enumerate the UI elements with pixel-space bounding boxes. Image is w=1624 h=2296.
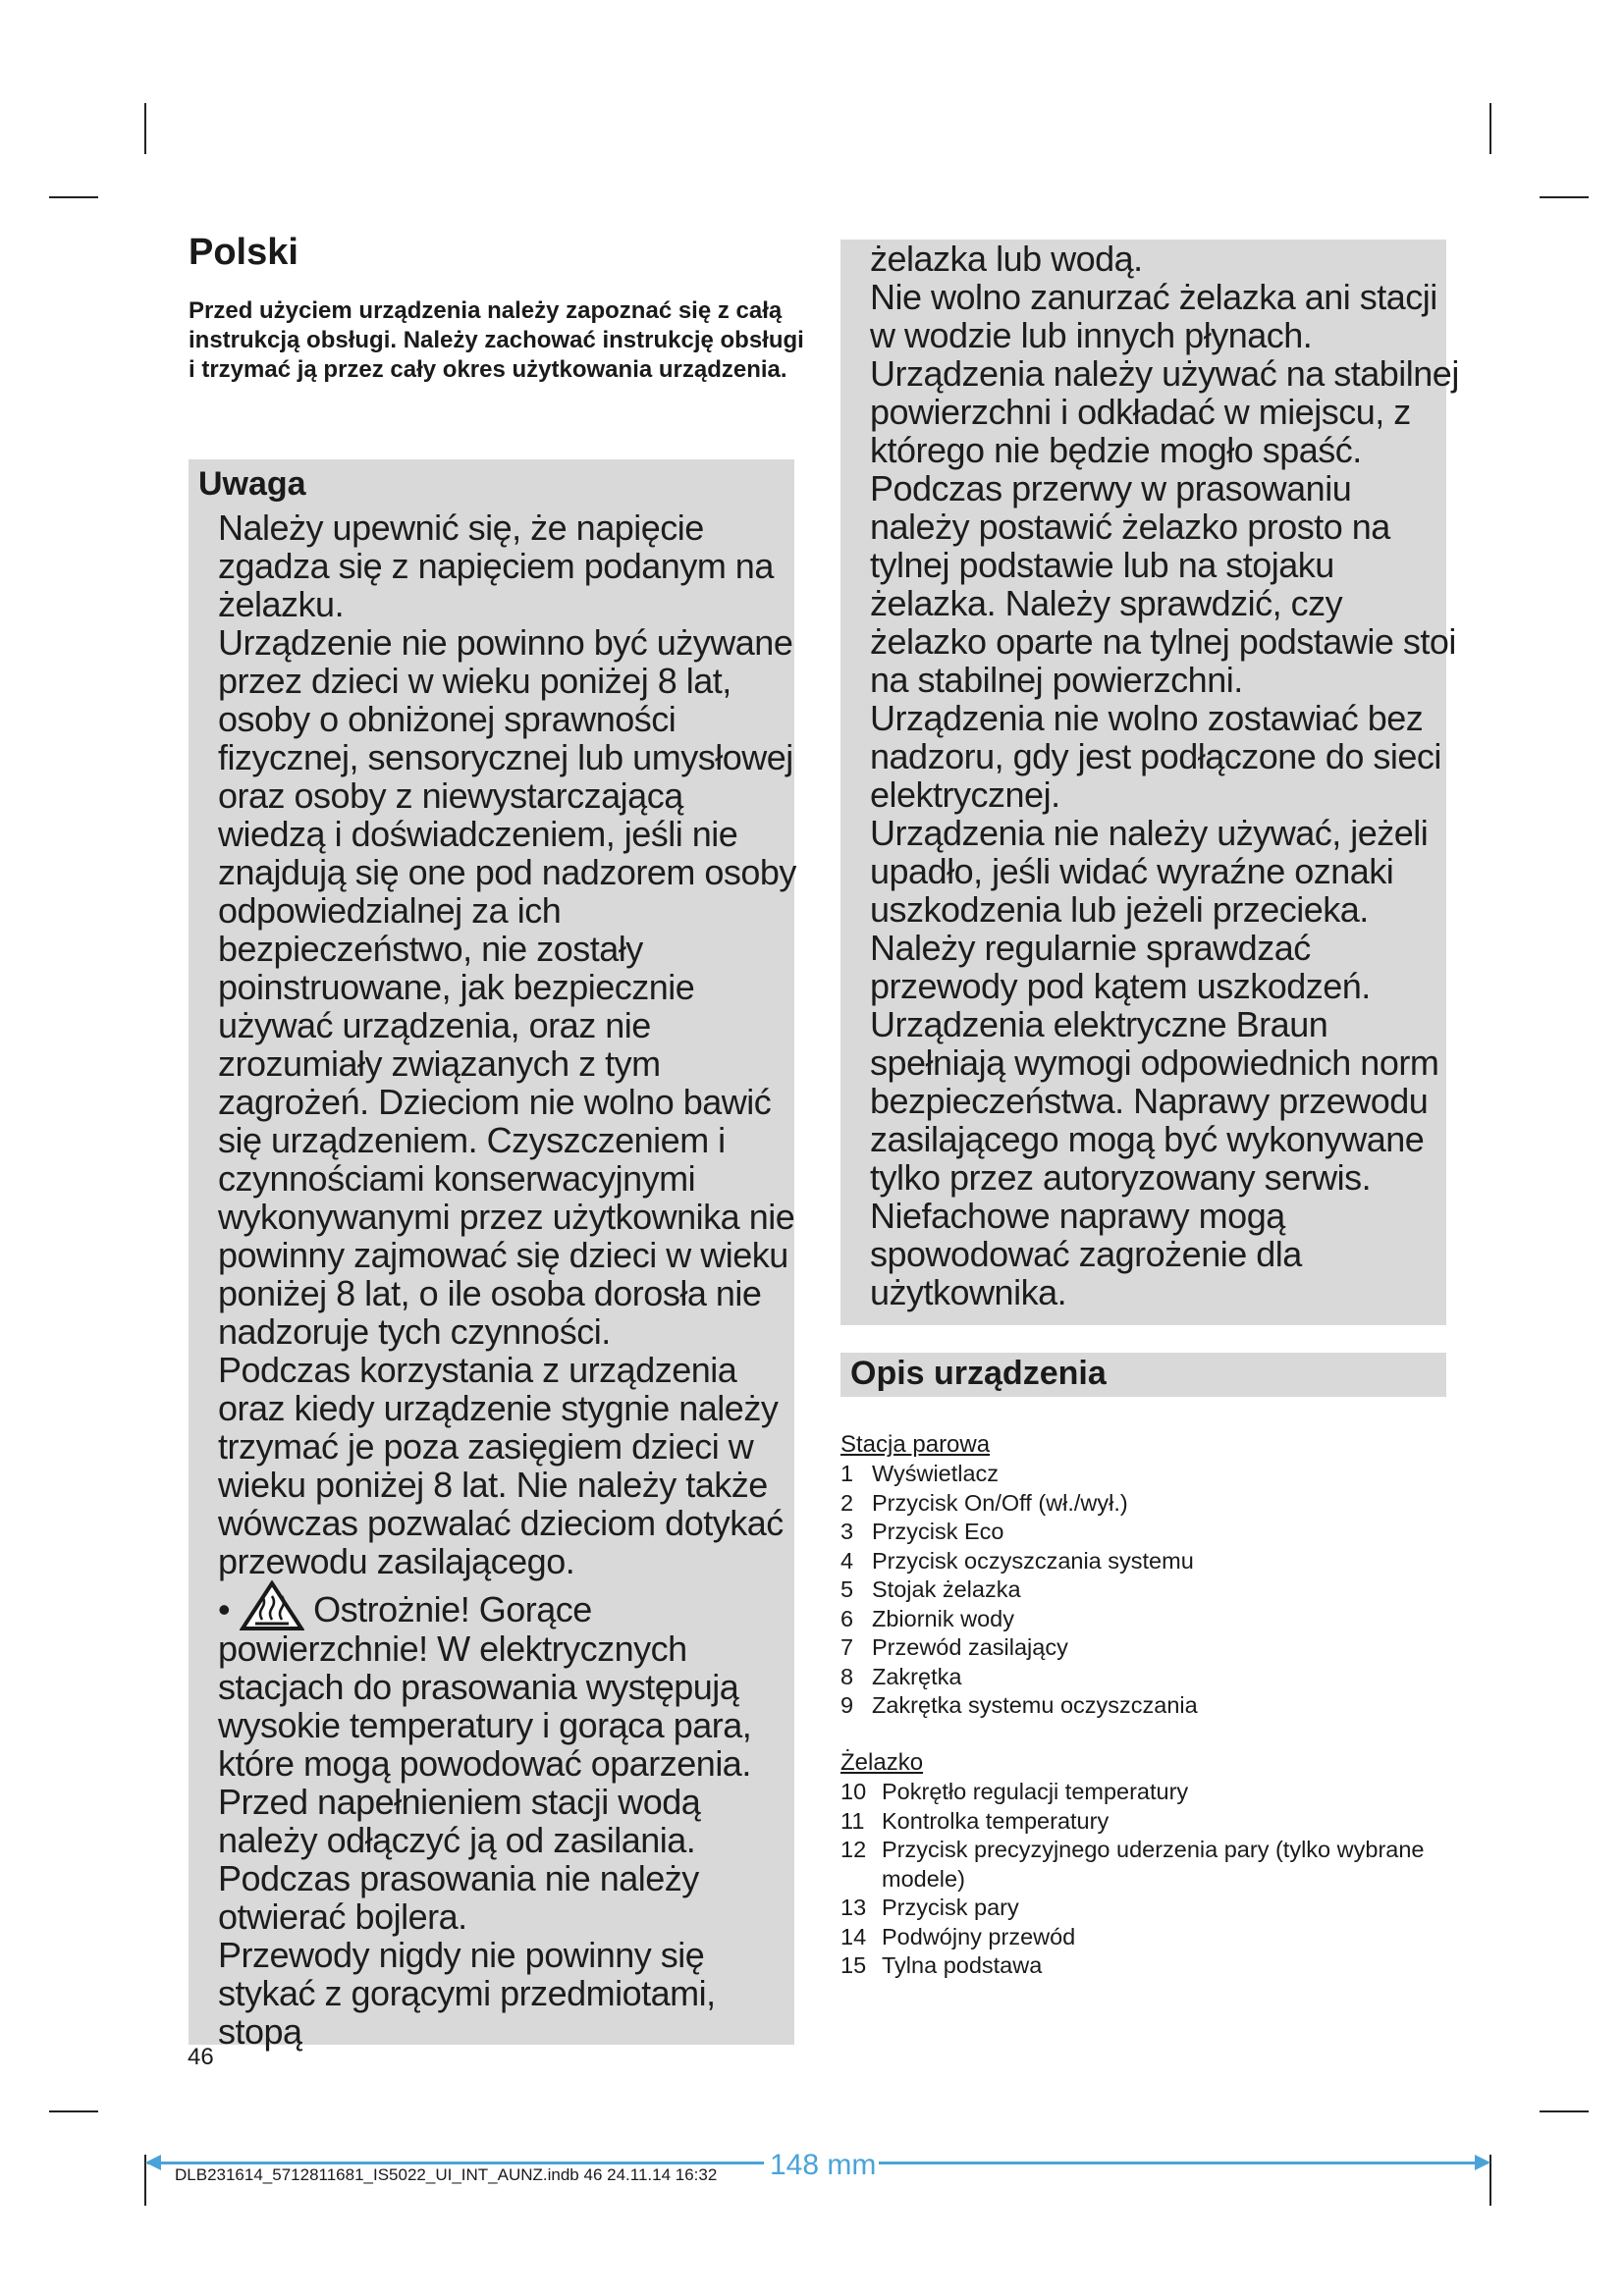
description-heading: Opis urządzenia — [850, 1355, 1107, 1392]
warning-text — [218, 508, 797, 2051]
part-number: 8 — [840, 1663, 854, 1689]
part-list-item — [840, 1633, 1449, 1663]
file-info: DLB231614_5712811681_IS5022_UI_INT_AUNZ.indb 46 24.11.14 16:32 — [175, 2165, 718, 2184]
part-list-item — [840, 1778, 1449, 1807]
warning-box — [189, 459, 796, 2052]
station-parts-list — [840, 1460, 1449, 1721]
part-number: 3 — [840, 1519, 854, 1544]
warning-paragraph: Urządzenia nie należy używać, jeżeli upadło, jeśli widać wyraźne oznaki uszkodzenia lub jeżeli przecieka. Należy regularnie sprawdzać przewody pod kątem uszkodzeń. — [870, 813, 1429, 1006]
part-list-item — [840, 1575, 1449, 1605]
bullet: • — [218, 1589, 231, 1629]
station-group-title: Stacja parowa — [840, 1431, 991, 1458]
part-number: 5 — [840, 1576, 854, 1602]
part-label: Kontrolka temperatury — [882, 1807, 1110, 1834]
ruler-line — [147, 2162, 764, 2164]
part-list-item — [840, 1518, 1449, 1547]
page-number: 46 — [188, 2044, 214, 2070]
caution-title: Ostrożnie! Gorące powierzchnie! — [218, 1589, 592, 1669]
part-label: Zakrętka — [872, 1663, 962, 1689]
part-number: 7 — [840, 1634, 854, 1660]
warning-paragraph: Podczas korzystania z urządzenia oraz kiedy urządzenie stygnie należy trzymać je poza zasięgiem dzieci w wieku poniżej 8 lat. Nie należy także wówczas pozwalać dzieciom dotykać przewodu zasilającego. — [218, 1350, 784, 1581]
part-number: 12 — [840, 1837, 867, 1862]
crop-mark — [1540, 196, 1589, 198]
warning-heading: Uwaga — [198, 465, 306, 503]
crop-mark — [1489, 103, 1491, 154]
part-number: 9 — [840, 1692, 854, 1718]
part-label: Zakrętka systemu oczyszczania — [872, 1692, 1198, 1718]
ruler-left-arrow-icon — [143, 2153, 163, 2172]
part-number: 11 — [840, 1807, 865, 1834]
warning-paragraph: Podczas prasowania nie należy otwierać bojlera. — [218, 1858, 699, 1937]
part-list-item — [840, 1951, 1449, 1981]
warning-paragraph: Urządzenia elektryczne Braun spełniają wymogi odpowiednich norm bezpieczeństwa. Naprawy przewodu zasilającego mogą być wykonywane tylko przez autoryzowany serwis. Niefachowe naprawy mogą spowodować zagrożenie dla użytkownika. — [870, 1004, 1439, 1312]
ruler-right-arrow-icon — [1473, 2153, 1492, 2172]
part-label: Wyświetlacz — [872, 1461, 1000, 1486]
part-label: Przycisk pary — [882, 1895, 1019, 1920]
iron-group-title: Żelazko — [840, 1749, 924, 1776]
warning-paragraph: Urządzenia nie wolno zostawiać bez nadzoru, gdy jest podłączone do sieci elektrycznej. — [870, 698, 1441, 815]
warning-paragraph: Należy upewnić się, że napięcie zgadza się z napięciem podanym na żelazku. — [218, 507, 774, 624]
warning-paragraph: Przed napełnieniem stacji wodą należy odłączyć ją od zasilania. — [218, 1782, 701, 1860]
part-label: Zbiornik wody — [872, 1605, 1014, 1631]
warning-paragraph: żelazka lub wodą. — [870, 239, 1143, 279]
part-list-item — [840, 1691, 1449, 1721]
part-label: Przycisk On/Off (wł./wył.) — [872, 1489, 1128, 1516]
part-label: Pokrętło regulacji temperatury — [882, 1779, 1189, 1804]
part-label: Stojak żelazka — [872, 1576, 1021, 1602]
warning-paragraph: Urządzenia należy używać na stabilnej powierzchni i odkładać w miejscu, z którego nie będzie mogło spaść. — [870, 353, 1459, 470]
iron-parts-list — [840, 1778, 1449, 1981]
part-number: 6 — [840, 1605, 854, 1631]
part-label: Przycisk Eco — [872, 1519, 1004, 1544]
warning-paragraph: Przewody nigdy nie powinny się stykać z gorącymi przedmiotami, stopą — [218, 1935, 716, 2052]
intro-text: Przed użyciem urządzenia należy zapoznać się z całą instrukcją obsługi. Należy zachować instrukcję obsługi i trzymać ją przez cały okres użytkowania urządzenia. — [189, 297, 804, 383]
page-width-label: 148 mm — [770, 2149, 877, 2181]
description-heading-box — [840, 1353, 1446, 1397]
part-list-item — [840, 1663, 1449, 1692]
page-title: Polski — [189, 232, 298, 273]
part-number: 15 — [840, 1952, 867, 1978]
part-number: 1 — [840, 1461, 854, 1486]
part-label: Przewód zasilający — [872, 1634, 1068, 1660]
part-number: 10 — [840, 1779, 867, 1804]
part-list-item — [840, 1923, 1449, 1952]
part-number: 13 — [840, 1895, 867, 1920]
hot-surface-warning-icon — [240, 1580, 304, 1629]
part-number: 2 — [840, 1489, 854, 1516]
part-label: Tylna podstawa — [882, 1952, 1043, 1978]
part-list-item — [840, 1460, 1449, 1489]
ruler-line — [879, 2162, 1488, 2164]
part-list-item — [840, 1807, 1449, 1837]
part-label: Przycisk precyzyjnego uderzenia pary (tylko wybrane modele) — [882, 1837, 1425, 1892]
crop-mark — [49, 196, 98, 198]
part-list-item — [840, 1605, 1449, 1634]
warning-paragraph: Podczas przerwy w prasowaniu należy postawić żelazko prosto na tylnej podstawie lub na stojaku żelazka. Należy sprawdzić, czy żelazko oparte na tylnej podstawie stoi na stabilnej powierzchni. — [870, 468, 1456, 700]
warning-paragraph: Nie wolno zanurzać żelazka ani stacji w wodzie lub innych płynach. — [870, 277, 1437, 355]
warning-continued-text — [870, 240, 1459, 1311]
part-list-item — [840, 1547, 1449, 1576]
warning-paragraph: Urządzenie nie powinno być używane przez dzieci w wieku poniżej 8 lat, osoby o obniżonej sprawności fizycznej, sensorycznej lub umysłowej oraz osoby z niewystarczającą wiedzą i doświadczeniem, jeśli nie znajdują się one pod nadzorem osoby odpowiedzialnej za ich bezpieczeństwo, nie zostały poinstruowane, jak bezpiecznie używać urządzenia, oraz nie zrozumiały związanych z tym zagrożeń. Dzieciom nie wolno bawić się urządzeniem. Czyszczeniem i czynnościami konserwacyjnymi wykonywanymi przez użytkownika nie powinny zajmować się dzieci w wieku poniżej 8 lat, o ile osoba dorosła nie nadzoruje tych czynności. — [218, 622, 796, 1352]
warning-continued-box — [840, 239, 1459, 1325]
crop-mark — [49, 2110, 98, 2112]
part-list-item — [840, 1894, 1449, 1923]
part-list-item — [840, 1836, 1449, 1894]
crop-mark — [144, 103, 146, 154]
crop-mark — [1540, 2110, 1589, 2112]
part-label: Przycisk oczyszczania systemu — [872, 1547, 1194, 1574]
part-label: Podwójny przewód — [882, 1923, 1076, 1949]
part-number: 14 — [840, 1923, 867, 1949]
part-list-item — [840, 1489, 1449, 1519]
part-number: 4 — [840, 1547, 854, 1574]
caution-text: W elektrycznych stacjach do prasowania występują wysokie temperatury i gorąca para, które mogą powodować oparzenia. — [218, 1629, 752, 1784]
caution-paragraph — [218, 1580, 797, 1783]
